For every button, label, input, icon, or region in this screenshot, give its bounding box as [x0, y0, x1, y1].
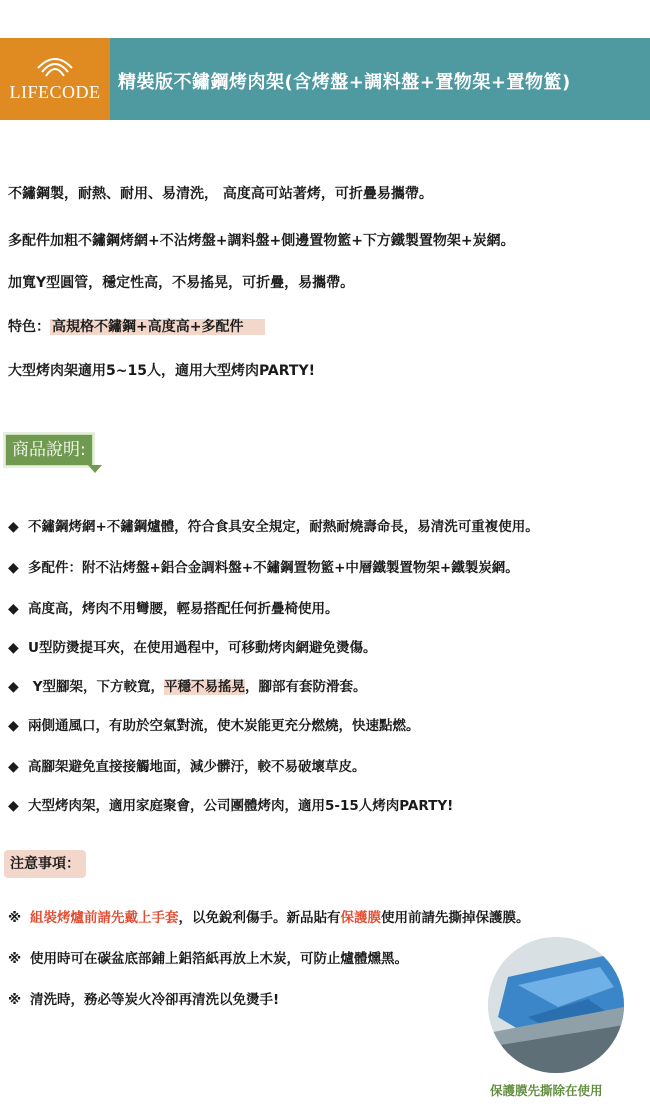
- bullet-text: 多配件：附不沾烤盤+鋁合金調料盤+不鏽鋼置物籃+中層鐵製置物架+鐵製炭網。: [28, 560, 519, 576]
- bullet-text: 大型烤肉架，適用家庭聚會，公司團體烤肉，適用5-15人烤肉PARTY!: [28, 798, 454, 814]
- section-title-tag: [5, 434, 93, 466]
- bullet-text-pre: Y型腳架，下方較寬，: [28, 679, 164, 695]
- note-mark-icon: ※: [8, 992, 22, 1008]
- photo-caption: 保護膜先撕除在使用: [490, 1083, 603, 1098]
- note-mark-icon: ※: [8, 951, 22, 967]
- diamond-bullet-icon: ◆: [8, 519, 19, 535]
- bullet-text: 高腳架避免直接接觸地面，減少髒汙，較不易破壞草皮。: [28, 759, 366, 775]
- bullet-item-1: [8, 515, 539, 535]
- bullet-item-6: [8, 714, 420, 734]
- intro-line-2: 多配件加粗不鏽鋼烤網+不沾烤盤+調料盤+側邊置物籃+下方鐵製置物架+炭網。: [8, 233, 515, 249]
- intro-line-1: 不鏽鋼製，耐熱、耐用、易清洗， 高度高可站著烤，可折疊易攜帶。: [8, 186, 433, 202]
- brand-logo: [0, 38, 110, 120]
- bullet-highlight: 平穩不易搖晃: [163, 679, 245, 695]
- logo-wave-icon: [36, 48, 74, 78]
- note-text: 使用前請先撕掉保護膜。: [381, 910, 530, 926]
- bullet-text-post: ，腳部有套防滑套。: [244, 679, 367, 695]
- note-text: ，以免銳利傷手。新品貼有: [178, 910, 341, 926]
- tag-pointer: [88, 465, 102, 473]
- diamond-bullet-icon: ◆: [8, 601, 19, 617]
- note-item-3: [8, 988, 279, 1008]
- diamond-bullet-icon: ◆: [8, 679, 19, 695]
- intro-line-3: 加寬Y型圓管，穩定性高，不易搖晃，可折疊，易攜帶。: [8, 275, 355, 291]
- note-text: 清洗時，務必等炭火冷卻再清洗以免燙手!: [30, 992, 280, 1008]
- title-bar: [110, 38, 650, 120]
- feature-label: 特色：: [8, 319, 50, 335]
- note-red-text: 組裝烤爐前請先戴上手套: [30, 910, 179, 926]
- page-header: [0, 38, 650, 120]
- bullet-item-7: [8, 755, 366, 775]
- bullet-item-2: [8, 556, 519, 576]
- intro-line-5: 大型烤肉架適用5~15人，適用大型烤肉PARTY!: [8, 363, 315, 379]
- bullet-text: 兩側通風口，有助於空氣對流，使木炭能更充分燃燒，快速點燃。: [28, 718, 420, 734]
- notes-title: 注意事項：: [4, 850, 86, 878]
- note-item-1: [8, 906, 530, 926]
- logo-text: LIFECODE: [9, 82, 101, 102]
- diamond-bullet-icon: ◆: [8, 718, 19, 734]
- bullet-item-4: [8, 636, 376, 656]
- note-red-text: 保護膜: [340, 910, 381, 926]
- bullet-item-8: [8, 794, 453, 814]
- note-item-2: [8, 947, 408, 967]
- protective-film-illustration: [488, 937, 624, 1073]
- bullet-item-3: [8, 597, 339, 617]
- feature-highlight: 高規格不鏽鋼+高度高+多配件: [50, 319, 265, 335]
- bullet-text: U型防燙提耳夾，在使用過程中，可移動烤肉網避免燙傷。: [28, 640, 377, 656]
- note-text: 使用時可在碳盆底部鋪上鋁箔紙再放上木炭，可防止爐體燻黑。: [30, 951, 408, 967]
- bullet-item-5: [8, 675, 366, 695]
- protective-film-photo: [488, 937, 624, 1073]
- diamond-bullet-icon: ◆: [8, 560, 19, 576]
- diamond-bullet-icon: ◆: [8, 759, 19, 775]
- feature-line: [8, 316, 265, 336]
- section-title: 商品說明:: [12, 440, 86, 460]
- bullet-text: 不鏽鋼烤網+不鏽鋼爐體，符合食具安全規定，耐熱耐燒壽命長，易清洗可重複使用。: [28, 519, 539, 535]
- diamond-bullet-icon: ◆: [8, 640, 19, 656]
- note-mark-icon: ※: [8, 910, 22, 926]
- page-title: 精裝版不鏽鋼烤肉架(含烤盤+調料盤+置物架+置物籃): [118, 72, 571, 93]
- bullet-text: 高度高，烤肉不用彎腰，輕易搭配任何折疊椅使用。: [28, 601, 339, 617]
- diamond-bullet-icon: ◆: [8, 798, 19, 814]
